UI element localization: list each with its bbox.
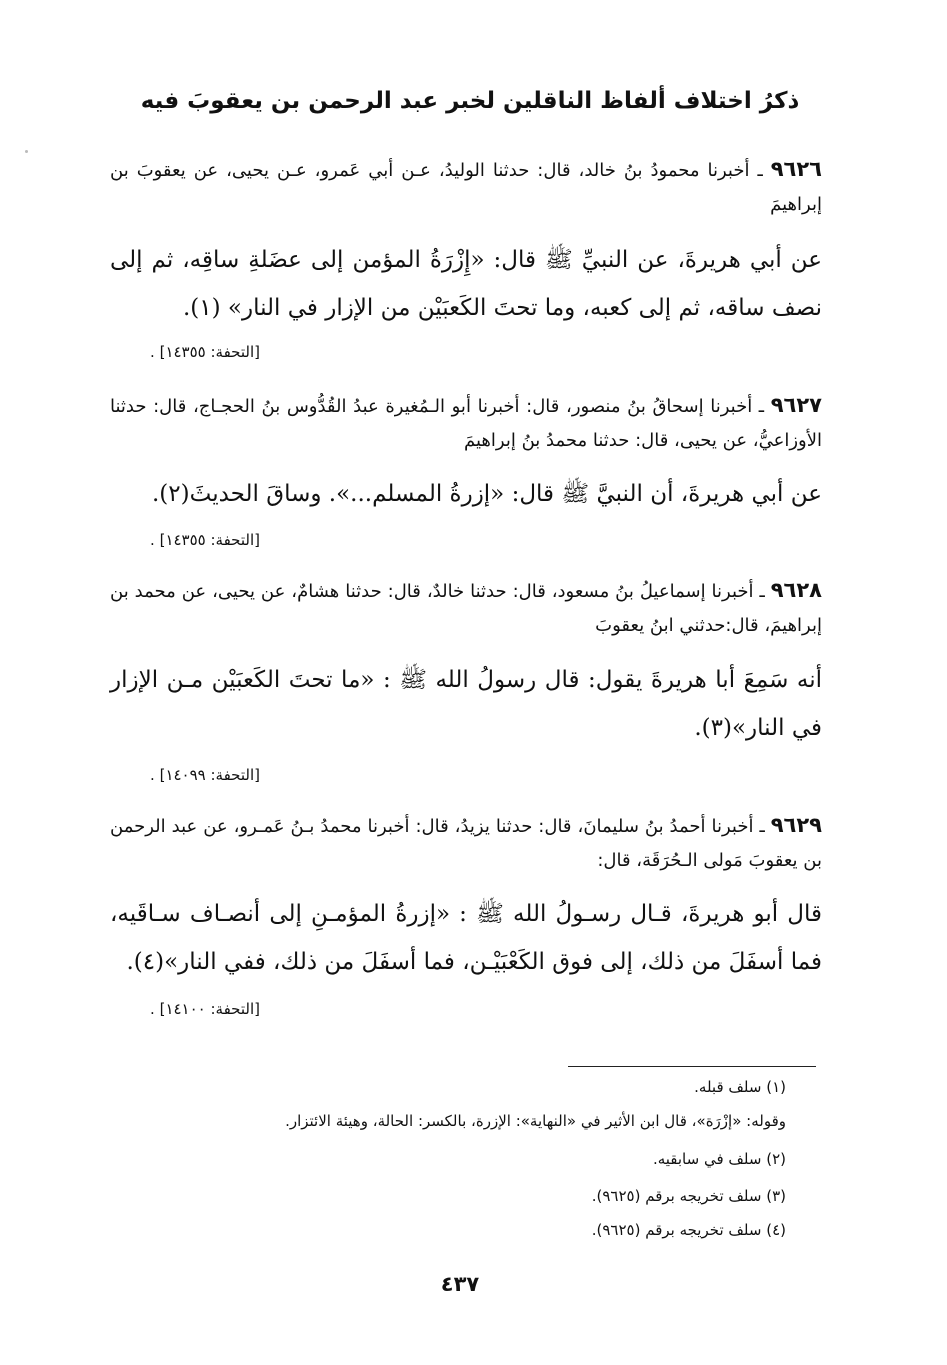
hadith-isnad	[110, 388, 822, 458]
tuhfa-reference: [التحفة: ١٤٣٥٥] .	[150, 531, 260, 549]
hadith-number: ٩٦٢٨	[770, 578, 822, 602]
tuhfa-reference: [التحفة: ١٤٣٥٥] .	[150, 343, 260, 361]
tuhfa-reference: [التحفة: ١٤٠٩٩] .	[150, 766, 260, 784]
chapter-title: ذكرُ اختلاف ألفاظ الناقلين لخبر عبد الرحمن بن يعقوبَ فيه	[140, 88, 800, 114]
page-number: ٤٣٧	[440, 1272, 480, 1296]
scan-speck	[25, 150, 28, 153]
footnote-separator	[568, 1066, 816, 1067]
isnad-text: ـ أخبرنا إسماعيلُ بنُ مسعود، قال: حدثنا خالدٌ، قال: حدثنا هشامٌ، عن يحيى، عن محمد بن إبراهيمَ، قال:حدثني ابنُ يعقوبَ	[110, 581, 822, 636]
hadith-isnad	[110, 152, 822, 222]
hadith-isnad	[110, 808, 822, 878]
hadith-matn: عن أبي هريرةَ، عن النبيِّ ﷺ قال: «إِزْرَةُ المؤمن إلى عضَلةِ ساقِه، ثم إلى نصف ساقه، ثم إلى كعبه، وما تحتَ الكَعبَيْن من الإزار في النار» (١).	[110, 247, 822, 321]
isnad-text: ـ أخبرنا محمودُ بنُ خالد، قال: حدثنا الوليدُ، عـن أبي عَمرو، عـن يحيى، عن يعقوبَ بن إبراهيمَ	[110, 160, 822, 215]
hadith-number: ٩٦٢٧	[770, 393, 822, 417]
footnote: (١) سلف قبله.	[694, 1078, 786, 1096]
tuhfa-reference: [التحفة: ١٤١٠٠] .	[150, 1000, 260, 1018]
hadith-matn: عن أبي هريرةَ، أن النبيَّ ﷺ قال: «إزرةُ المسلم...». وساقَ الحديثَ(٢).	[151, 481, 822, 507]
isnad-text: ـ أخبرنا أحمدُ بنُ سليمانَ، قال: حدثنا يزيدُ، قال: أخبرنا محمدُ بـنُ عَمـرو، عن عبد الرحمن بن يعقوبَ مَولى الـحُرَقَة، قال:	[110, 816, 822, 871]
hadith-matn: قال أبو هريرةَ، قـال رسـولُ الله ﷺ : «إزرةُ المؤمـنِ إلى أنصـاف سـاقَيه، فما أسفَلَ من ذلك، إلى فوق الكَعْبَيْـن، فما أسفَلَ من ذلك، ففي النار»(٤).	[110, 901, 822, 975]
footnote: (٣) سلف تخريجه برقم (٩٦٢٥).	[591, 1187, 786, 1205]
footnote: وقوله: «إزْرَة»، قال ابن الأثير في «النهاية»: الإزرة، بالكسر: الحالة، وهيئة الائتزار.	[285, 1112, 786, 1130]
hadith-number: ٩٦٢٦	[770, 157, 822, 181]
isnad-text: ـ أخبرنا إسحاقُ بنُ منصور، قال: أخبرنا أبو الـمُغيرة عبدُ القُدُّوس بنُ الحجـاج، قال: حدثنا الأوزاعيُّ، عن يحيى، قال: حدثنا محمدُ بنُ إبراهيمَ	[110, 396, 822, 451]
footnote: (٢) سلف في سابقيه.	[652, 1150, 786, 1168]
hadith-number: ٩٦٢٩	[770, 813, 822, 837]
hadith-matn: أنه سَمِعَ أبا هريرةَ يقول: قال رسولُ الله ﷺ : «ما تحتَ الكَعبَيْن مـن الإزار في النار»(٣).	[110, 667, 822, 741]
hadith-isnad	[110, 573, 822, 643]
footnote: (٤) سلف تخريجه برقم (٩٦٢٥).	[591, 1221, 786, 1239]
